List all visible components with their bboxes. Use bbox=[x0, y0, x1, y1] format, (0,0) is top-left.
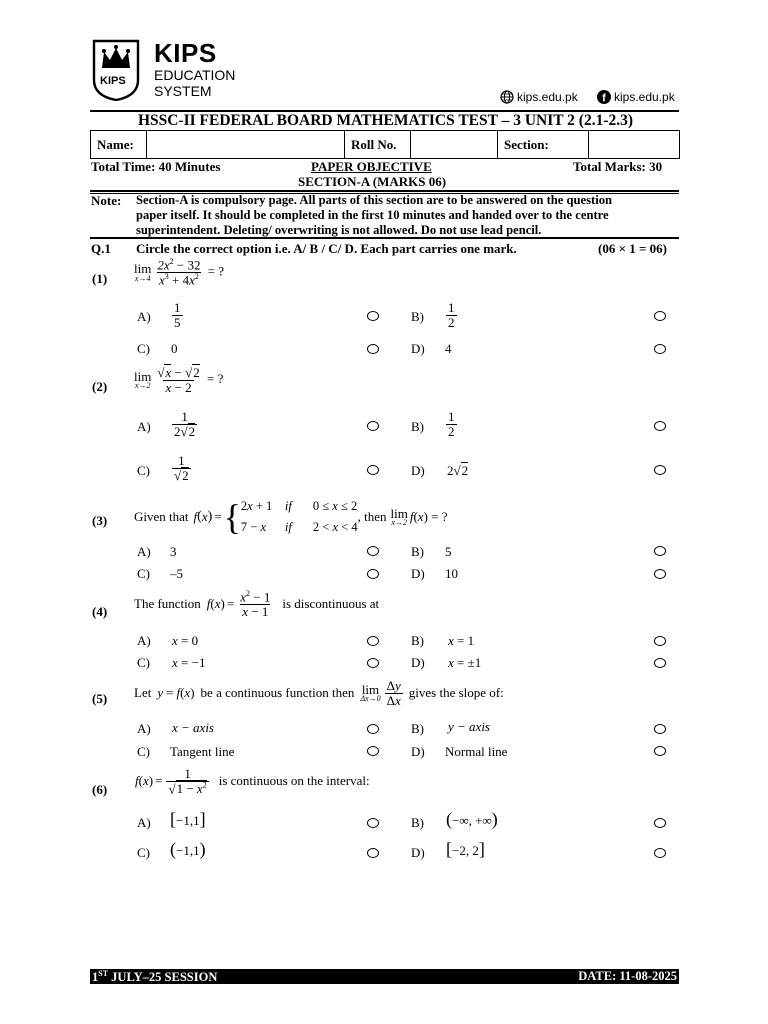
q1-option-a-value: $\frac{1}{5}$ bbox=[174, 300, 181, 330]
crown-shield-icon bbox=[91, 38, 141, 102]
q2-option-b-value: $\frac{1}{2}$ bbox=[448, 409, 455, 439]
q5-option-d-value: Normal line bbox=[445, 744, 508, 759]
note-label: Note: bbox=[91, 193, 122, 208]
q6-option-d-bubble[interactable] bbox=[654, 848, 666, 858]
q1-option-b-bubble[interactable] bbox=[654, 311, 666, 321]
q6-option-c-label: C) bbox=[137, 845, 150, 860]
session-rest: JULY–25 SESSION bbox=[108, 970, 218, 985]
q2-option-d-value: 2√2 bbox=[447, 463, 469, 478]
q3-option-d-bubble[interactable] bbox=[654, 569, 666, 579]
footer-bar bbox=[90, 969, 679, 984]
q4-option-a-label: A) bbox=[137, 633, 151, 648]
q6-option-c-bubble[interactable] bbox=[367, 848, 379, 858]
q1-option-c-bubble[interactable] bbox=[367, 344, 379, 354]
q4-option-a-bubble[interactable] bbox=[367, 636, 379, 646]
q2-option-a-value: $\frac{1}{2√2}$ bbox=[174, 409, 196, 439]
q2-option-c-bubble[interactable] bbox=[367, 465, 379, 475]
q3-option-b-label: B) bbox=[411, 544, 424, 559]
q3-text-pre: Given that bbox=[134, 509, 189, 524]
q5-text-post: gives the slope of: bbox=[408, 685, 504, 701]
q6-option-c-value: (−1,1) bbox=[170, 839, 206, 859]
q6-option-d-label: D) bbox=[411, 845, 425, 860]
q6-number: (6) bbox=[92, 782, 108, 797]
q3-option-b-value: 5 bbox=[445, 544, 452, 559]
q5-option-b-bubble[interactable] bbox=[654, 724, 666, 734]
note-line-2: paper itself. It should be completed in the first 10 minutes and handed over to the centre bbox=[136, 208, 609, 222]
footer-session bbox=[92, 969, 217, 985]
q2-number: (2) bbox=[92, 379, 108, 394]
note-bottom-rule bbox=[90, 237, 679, 239]
brand-name: KIPS bbox=[154, 38, 217, 68]
q4-text-post: is discontinuous at bbox=[282, 596, 380, 612]
q4-option-b-label: B) bbox=[411, 633, 424, 648]
q5-option-b-value: y − axis bbox=[448, 719, 490, 734]
q2-option-d-label: D) bbox=[411, 463, 425, 478]
brand-line-2: EDUCATION bbox=[154, 67, 236, 83]
q6-option-b-bubble[interactable] bbox=[654, 818, 666, 828]
q5-text-pre: Let bbox=[134, 685, 152, 701]
q6-option-b-label: B) bbox=[411, 815, 424, 830]
q1-option-b-value: $\frac{1}{2}$ bbox=[448, 300, 455, 330]
q2-option-b-bubble[interactable] bbox=[654, 421, 666, 431]
q3-number: (3) bbox=[92, 513, 108, 528]
q2-option-a-bubble[interactable] bbox=[367, 421, 379, 431]
facebook-link[interactable] bbox=[597, 90, 675, 104]
q4-option-b-bubble[interactable] bbox=[654, 636, 666, 646]
note-line-3: superintendent. Deleting/ overwriting is not allowed. Do not use lead pencil. bbox=[136, 223, 542, 237]
q1-option-d-value: 4 bbox=[445, 341, 452, 356]
kips-logo bbox=[91, 38, 141, 102]
q2-option-b-label: B) bbox=[411, 419, 424, 434]
website-link[interactable] bbox=[500, 90, 578, 104]
q3-expression: Given that f ( x ) = { 2x + 1 if 0 ≤ x ≤ 2 7 − x if 2 < x < 4 , then lim x→2 f ( x ) = ? bbox=[134, 497, 448, 537]
name-label: Name: bbox=[91, 131, 147, 158]
q5-option-c-label: C) bbox=[137, 744, 150, 759]
q5-option-c-value: Tangent line bbox=[170, 744, 235, 759]
q4-option-d-bubble[interactable] bbox=[654, 658, 666, 668]
q5-text-mid: be a continuous function then bbox=[200, 685, 355, 701]
q4-option-d-label: D) bbox=[411, 655, 425, 670]
q5-option-b-label: B) bbox=[411, 721, 424, 736]
q4-number: (4) bbox=[92, 604, 108, 619]
q5-option-a-value: x − axis bbox=[172, 720, 214, 735]
session-number: 1 bbox=[92, 970, 99, 985]
note-top-rule bbox=[90, 190, 679, 192]
total-time: Total Time: 40 Minutes bbox=[91, 159, 221, 174]
instruction-text: Circle the correct option i.e. A/ B / C/ D. Each part carries one mark. bbox=[136, 241, 517, 256]
q3-option-c-value: –5 bbox=[170, 566, 183, 581]
q5-option-d-label: D) bbox=[411, 744, 425, 759]
q1-number: (1) bbox=[92, 271, 108, 286]
info-table bbox=[90, 130, 680, 159]
q1-expression: lim x→4 $\frac{2x^2 - 32}{x^3 + 4x^2}$ = ? bbox=[134, 257, 225, 288]
roll-field[interactable] bbox=[411, 131, 498, 158]
q3-option-b-bubble[interactable] bbox=[654, 546, 666, 556]
session-sup: ST bbox=[98, 969, 109, 978]
q6-option-a-bubble[interactable] bbox=[367, 818, 379, 828]
website-text: kips.edu.pk bbox=[517, 90, 578, 104]
q4-option-a-value: x = 0 bbox=[172, 633, 199, 648]
question-label: Q.1 bbox=[91, 241, 111, 256]
q6-expression: f ( x ) = $\frac{1}{√1 - x^2}$ is continuous on the interval: bbox=[135, 766, 370, 796]
q1-option-d-bubble[interactable] bbox=[654, 344, 666, 354]
svg-text:f: f bbox=[602, 92, 606, 104]
q4-option-b-value: x = 1 bbox=[448, 633, 475, 648]
roll-label: Roll No. bbox=[345, 131, 411, 158]
q5-option-a-label: A) bbox=[137, 721, 151, 736]
footer-date: DATE: 11-08-2025 bbox=[578, 969, 677, 983]
q4-option-d-value: x = ±1 bbox=[448, 655, 482, 670]
section-label: Section: bbox=[498, 131, 589, 158]
q5-option-c-bubble[interactable] bbox=[367, 746, 379, 756]
q5-expression: Let y = f ( x ) be a continuous function then lim Δx→0 $\frac{\Delta y}{\Delta x}$ gives the slope of: bbox=[134, 678, 504, 708]
q5-option-d-bubble[interactable] bbox=[654, 746, 666, 756]
q6-option-b-value: (−∞, +∞) bbox=[446, 809, 498, 829]
q4-option-c-value: x = −1 bbox=[172, 655, 206, 670]
q1-option-c-value: 0 bbox=[171, 341, 178, 356]
q6-text-post: is continuous on the interval: bbox=[218, 773, 370, 789]
globe-icon bbox=[500, 90, 514, 104]
q3-text-mid: , then bbox=[357, 509, 387, 524]
facebook-icon bbox=[597, 90, 611, 104]
q6-option-d-value: [−2, 2] bbox=[446, 839, 485, 859]
q2-expression: lim x→2 $\frac{√x - √2}{x - 2}$ = ? bbox=[134, 365, 224, 395]
q4-expression: The function f ( x ) = $\frac{x^2 - 1}{x - 1}$ is discontinuous at bbox=[134, 589, 380, 619]
q5-option-a-bubble[interactable] bbox=[367, 724, 379, 734]
q1-option-a-label: A) bbox=[137, 309, 151, 324]
q1-option-d-label: D) bbox=[411, 341, 425, 356]
q1-option-a-bubble[interactable] bbox=[367, 311, 379, 321]
logo-text: KIPS bbox=[100, 75, 126, 87]
q2-option-c-label: C) bbox=[137, 463, 150, 478]
brand-line-3: SYSTEM bbox=[154, 83, 212, 99]
q3-option-a-bubble[interactable] bbox=[367, 546, 379, 556]
q6-option-a-label: A) bbox=[137, 815, 151, 830]
q3-option-c-label: C) bbox=[137, 566, 150, 581]
q1-option-b-label: B) bbox=[411, 309, 424, 324]
q3-option-d-value: 10 bbox=[445, 566, 458, 581]
q2-option-a-label: A) bbox=[137, 419, 151, 434]
q1-option-c-label: C) bbox=[137, 341, 150, 356]
name-field[interactable] bbox=[147, 131, 345, 158]
test-title: HSSC-II FEDERAL BOARD MATHEMATICS TEST – 3 UNIT 2 (2.1-2.3) bbox=[137, 112, 634, 129]
q2-option-d-bubble[interactable] bbox=[654, 465, 666, 475]
section-field[interactable] bbox=[589, 131, 679, 158]
q4-option-c-label: C) bbox=[137, 655, 150, 670]
q3-option-c-bubble[interactable] bbox=[367, 569, 379, 579]
q3-option-d-label: D) bbox=[411, 566, 425, 581]
q2-option-c-value: $\frac{1}{√2}$ bbox=[174, 453, 189, 483]
total-marks: Total Marks: 30 bbox=[573, 159, 663, 174]
q4-option-c-bubble[interactable] bbox=[367, 658, 379, 668]
section-title: SECTION-A (MARKS 06) bbox=[298, 174, 447, 189]
q3-option-a-value: 3 bbox=[170, 544, 177, 559]
marks-formula: (06 × 1 = 06) bbox=[598, 241, 667, 256]
q3-option-a-label: A) bbox=[137, 544, 151, 559]
facebook-text: kips.edu.pk bbox=[614, 90, 675, 104]
note-line-1: Section-A is compulsory page. All parts of this section are to be answered on the question bbox=[136, 193, 613, 207]
q6-option-a-value: [−1,1] bbox=[170, 809, 206, 829]
paper-type: PAPER OBJECTIVE bbox=[311, 159, 432, 174]
q5-number: (5) bbox=[92, 691, 108, 706]
q4-text-pre: The function bbox=[134, 596, 201, 612]
